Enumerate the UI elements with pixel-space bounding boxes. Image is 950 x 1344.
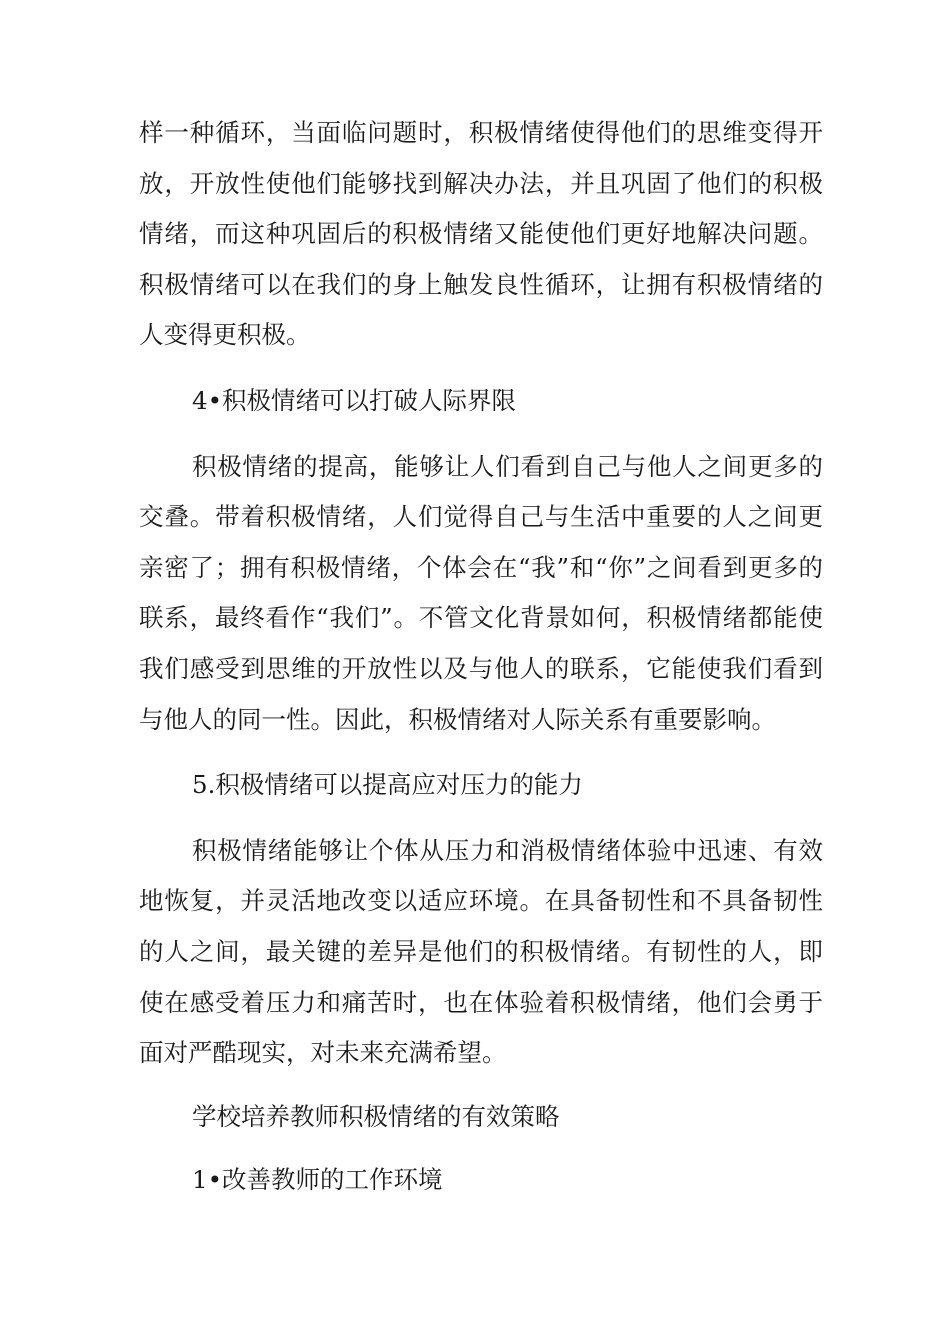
section-heading-5: 5.积极情绪可以提高应对压力的能力	[192, 770, 583, 800]
body-paragraph-interpersonal: 积极情绪的提高，能够让人们看到自己与他人之间更多的交叠。带着积极情绪，人们觉得自己与生活中重要的人之间更亲密了；拥有积极情绪，个体会在“我”和“你”之间看到更多的联系，最终看作“我们”。不管文化背景如何，积极情绪都能使我们感受到思维的开放性以及与他人的联系，它能使我们看到与他人的同一性。因此，积极情绪对人际关系有重要影响。	[139, 451, 823, 734]
section-heading-strategies: 学校培养教师积极情绪的有效策略	[192, 1101, 560, 1131]
body-paragraph-continuation: 样一种循环，当面临问题时，积极情绪使得他们的思维变得开放，开放性使他们能够找到解决办法，并且巩固了他们的积极情绪，而这种巩固后的积极情绪又能使他们更好地解决问题。积极情绪可以在我们的身上触发良性循环，让拥有积极情绪的人变得更积极。	[139, 118, 823, 350]
section-heading-4: 4•积极情绪可以打破人际界限	[192, 385, 517, 415]
section-heading-1: 1•改善教师的工作环境	[192, 1165, 443, 1195]
body-paragraph-stress: 积极情绪能够让个体从压力和消极情绪体验中迅速、有效地恢复，并灵活地改变以适应环境。在具备韧性和不具备韧性的人之间，最关键的差异是他们的积极情绪。有韧性的人，即使在感受着压力和痛苦时，也在体验着积极情绪，他们会勇于面对严酷现实，对未来充满希望。	[139, 835, 823, 1068]
